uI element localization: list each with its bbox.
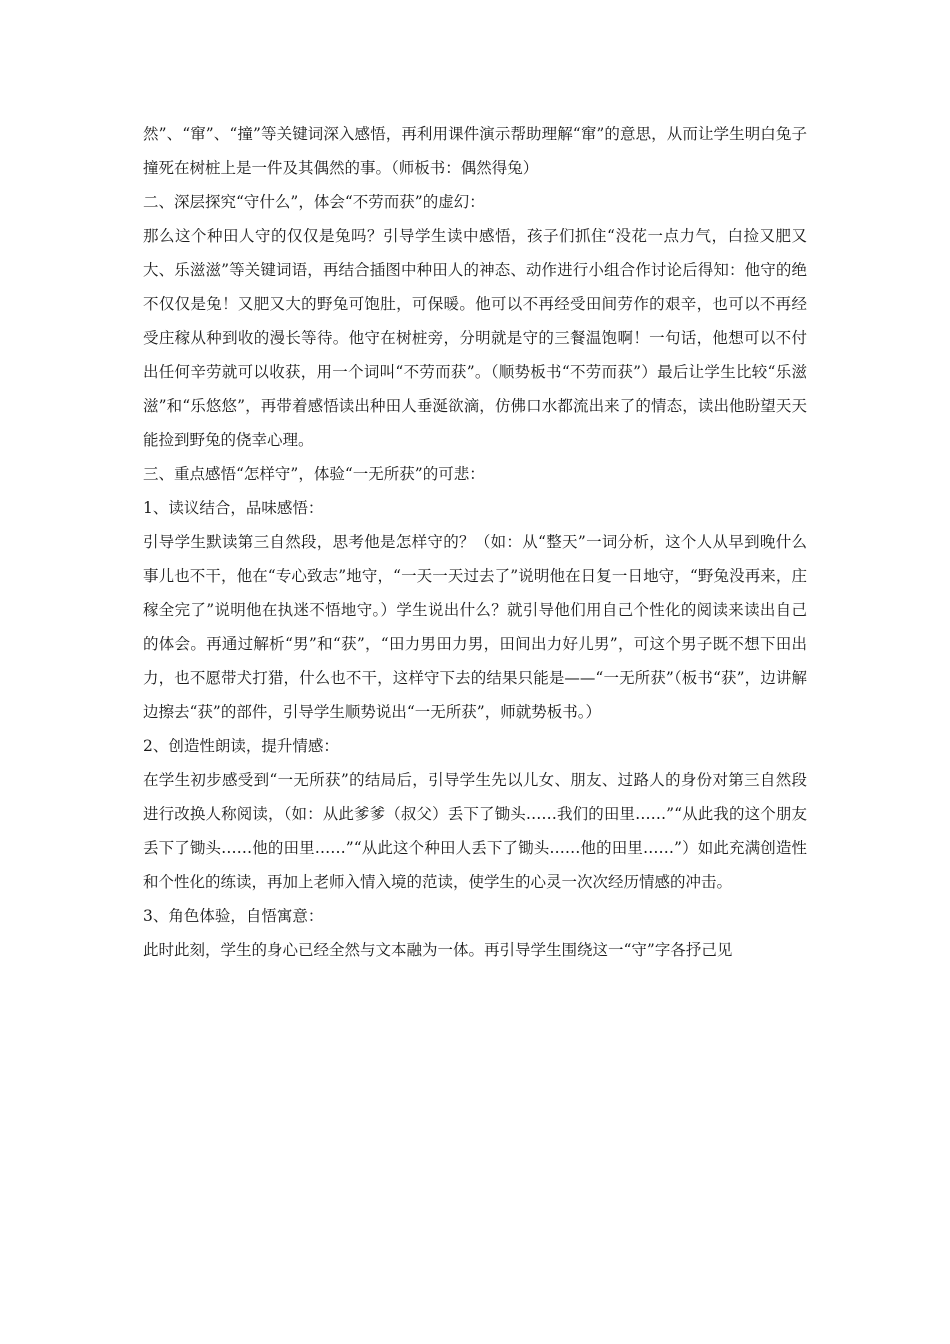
paragraph-section-2: 那么这个种田人守的仅仅是兔吗？引导学生读中感悟，孩子们抓住“没花一点力气，白捡又肥又大、乐滋滋”等关键词语，再结合插图中种田人的神态、动作进行小组合作讨论后得知：他守的绝不仅仅是兔！又肥又大的野兔可饱肚，可保暖。他可以不再经受田间劳作的艰辛，也可以不再经受庄稼从种到收的漫长等待。他守在树桩旁，分明就是守的三餐温饱啊！一句话，他想可以不付出任何辛劳就可以收获，用一个词叫“不劳而获”。（顺势板书“不劳而获”）最后让学生比较“乐滋滋”和“乐悠悠”，再带着感悟读出种田人垂涎欲滴，仿佛口水都流出来了的情态，读出他盼望天天能捡到野兔的侥幸心理。 xyxy=(143,227,807,449)
paragraph-subsection-2: 在学生初步感受到“一无所获”的结局后，引导学生先以儿女、朋友、过路人的身份对第三自然段进行改换人称阅读，（如：从此爹爹（叔父）丢下了锄头……我们的田里……”“从此我的这个朋友丢下了锄头……他的田里……”“从此这个种田人丢下了锄头……他的田里……”）如此充满创造性和个性化的练读，再加上老师入情入境的范读，使学生的心灵一次次经历情感的冲击。 xyxy=(143,771,807,891)
section-heading-3: 三、重点感悟“怎样守”，体验“一无所获”的可悲： xyxy=(143,465,485,483)
section-heading-2: 二、深层探究“守什么”，体会“不劳而获”的虚幻： xyxy=(143,193,485,211)
paragraph-continuation: 然”、“窜”、“撞”等关键词深入感悟，再利用课件演示帮助理解“窜”的意思，从而让学生明白兔子撞死在树桩上是一件及其偶然的事。（师板书：偶然得兔） xyxy=(143,125,807,177)
document-body xyxy=(143,117,807,967)
paragraph-subsection-3: 此时此刻，学生的身心已经全然与文本融为一体。再引导学生围绕这一“守”字各抒己见 xyxy=(143,941,733,959)
subheading-2: 2、创造性朗读，提升情感： xyxy=(143,737,339,755)
paragraph-subsection-1: 引导学生默读第三自然段，思考他是怎样守的？（如：从“整天”一词分析，这个人从早到晚什么事儿也不干，他在“专心致志”地守，“一天一天过去了”说明他在日复一日地守，“野兔没再来，庄稼全完了”说明他在执迷不悟地守。）学生说出什么？就引导他们用自己个性化的阅读来读出自己的体会。再通过解析“男”和“获”，“田力男田力男，田间出力好儿男”，可这个男子既不想下田出力，也不愿带犬打猎，什么也不干，这样守下去的结果只能是——“一无所获”（板书“获”，边讲解边擦去“获”的部件，引导学生顺势说出“一无所获”，师就势板书。） xyxy=(143,533,807,721)
subheading-3: 3、角色体验，自悟寓意： xyxy=(143,907,324,925)
subheading-1: 1、读议结合，品味感悟： xyxy=(143,499,324,517)
